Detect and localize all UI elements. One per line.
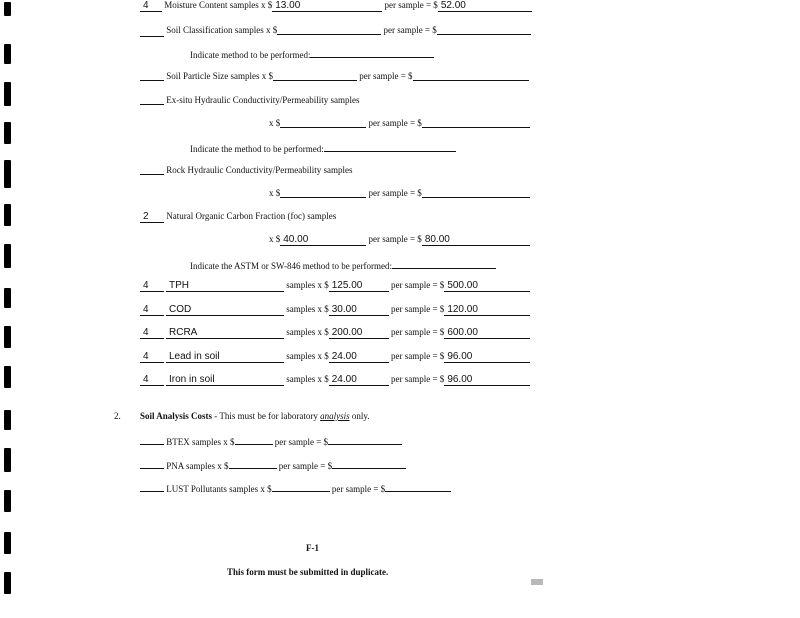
lust-per: per sample = $ [331, 484, 386, 494]
analysis-price-field[interactable]: 24.00 [329, 374, 389, 386]
soil-class-price-field[interactable] [277, 25, 381, 35]
analysis-count-field[interactable]: 4 [140, 304, 164, 316]
lust-price-field[interactable] [272, 482, 330, 492]
analysis-samples-label: samples x $ [286, 351, 329, 361]
foc-total-field[interactable]: 80.00 [422, 234, 530, 246]
btex-total-field[interactable] [328, 435, 402, 445]
section2-heading [140, 411, 370, 421]
section2-title: Soil Analysis Costs [140, 411, 213, 421]
analysis-row-iron [140, 374, 530, 386]
rock-x: x $ [269, 188, 281, 198]
section2-desc-emph: analysis [320, 411, 350, 421]
analysis-name-field[interactable]: TPH [166, 280, 284, 292]
moisture-per: per sample = $ [384, 0, 438, 10]
analysis-samples-label: samples x $ [286, 374, 329, 384]
analysis-samples-label: samples x $ [286, 280, 329, 290]
exsitu-method-row [190, 142, 456, 154]
particle-label: Soil Particle Size samples x $ [166, 71, 273, 81]
analysis-price-field[interactable]: 200.00 [329, 327, 389, 339]
analysis-price-field[interactable]: 125.00 [329, 280, 389, 292]
lust-label: LUST Pollutants samples x $ [166, 484, 272, 494]
soil-classification-row [140, 25, 531, 37]
exsitu-price-row [269, 118, 530, 128]
particle-per: per sample = $ [359, 71, 413, 81]
exsitu-x: x $ [269, 118, 281, 128]
foc-label: Natural Organic Carbon Fraction (foc) samples [166, 211, 337, 221]
foc-method-label: Indicate the ASTM or SW-846 method to be performed: [190, 261, 392, 271]
foc-method-row [190, 259, 496, 271]
analysis-row-rcra [140, 327, 530, 339]
pna-per: per sample = $ [278, 461, 333, 471]
foc-price-field[interactable]: 40.00 [280, 234, 366, 246]
btex-price-field[interactable] [235, 435, 273, 445]
soil-class-count-field[interactable] [140, 25, 164, 37]
btex-count-field[interactable] [140, 435, 164, 445]
section2-desc-before: - This must be for laboratory [212, 411, 321, 421]
rock-per: per sample = $ [368, 188, 422, 198]
analysis-name-field[interactable]: RCRA [166, 327, 284, 339]
analysis-price-field[interactable]: 30.00 [329, 304, 389, 316]
foc-x: x $ [269, 234, 281, 244]
btex-label: BTEX samples x $ [166, 437, 235, 447]
analysis-per-label: per sample = $ [391, 374, 445, 384]
foc-price-row [269, 234, 530, 246]
page-number: F-1 [306, 543, 319, 553]
lust-row [140, 482, 451, 494]
section2-number: 2. [114, 411, 121, 421]
pna-count-field[interactable] [140, 459, 164, 469]
soil-class-method-row [190, 48, 434, 60]
moisture-price-field[interactable]: 13.00 [272, 0, 382, 12]
particle-size-row [140, 71, 529, 81]
pna-total-field[interactable] [332, 459, 406, 469]
analysis-per-label: per sample = $ [391, 304, 445, 314]
analysis-row-cod [140, 304, 530, 316]
analysis-price-field[interactable]: 24.00 [329, 351, 389, 363]
moisture-total-field[interactable]: 52.00 [438, 0, 532, 12]
moisture-count-field[interactable]: 4 [140, 0, 162, 12]
foc-per: per sample = $ [368, 234, 422, 244]
exsitu-method-label: Indicate the method to be performed: [190, 144, 324, 154]
lust-count-field[interactable] [140, 482, 164, 492]
exsitu-row [140, 95, 359, 105]
analysis-total-field[interactable]: 600.00 [444, 327, 530, 339]
exsitu-per: per sample = $ [368, 118, 422, 128]
btex-row [140, 435, 402, 447]
soil-class-method-field[interactable] [310, 48, 434, 58]
pna-row [140, 459, 406, 471]
rock-price-field[interactable] [280, 188, 366, 198]
rock-row [140, 165, 352, 175]
analysis-name-field[interactable]: Iron in soil [166, 374, 284, 386]
moisture-label: Moisture Content samples x $ [164, 0, 273, 10]
analysis-per-label: per sample = $ [391, 280, 445, 290]
rock-total-field[interactable] [422, 188, 530, 198]
analysis-samples-label: samples x $ [286, 327, 329, 337]
rock-count-field[interactable] [140, 165, 164, 175]
foc-count-field[interactable]: 2 [140, 211, 164, 223]
analysis-total-field[interactable]: 96.00 [444, 374, 530, 386]
analysis-count-field[interactable]: 4 [140, 280, 164, 292]
lust-total-field[interactable] [385, 482, 451, 492]
analysis-row-lead [140, 351, 530, 363]
btex-per: per sample = $ [274, 437, 329, 447]
analysis-total-field[interactable]: 120.00 [444, 304, 530, 316]
exsitu-price-field[interactable] [280, 118, 366, 128]
scan-smudge [531, 579, 543, 585]
section2-desc-after: only. [349, 411, 370, 421]
exsitu-method-field[interactable] [324, 142, 456, 152]
pna-price-field[interactable] [229, 459, 277, 469]
exsitu-count-field[interactable] [140, 95, 164, 105]
footer-note: This form must be submitted in duplicate. [227, 567, 389, 577]
analysis-count-field[interactable]: 4 [140, 351, 164, 363]
particle-total-field[interactable] [413, 71, 529, 81]
rock-label: Rock Hydraulic Conductivity/Permeability samples [166, 165, 353, 175]
exsitu-label: Ex-situ Hydraulic Conductivity/Permeability samples [166, 95, 360, 105]
analysis-name-field[interactable]: COD [166, 304, 284, 316]
exsitu-total-field[interactable] [422, 118, 530, 128]
analysis-per-label: per sample = $ [391, 327, 445, 337]
analysis-samples-label: samples x $ [286, 304, 329, 314]
analysis-count-field[interactable]: 4 [140, 374, 164, 386]
pna-label: PNA samples x $ [166, 461, 229, 471]
moisture-row [140, 0, 532, 12]
soil-class-label: Soil Classification samples x $ [166, 25, 278, 35]
analysis-count-field[interactable]: 4 [140, 327, 164, 339]
soil-class-total-field[interactable] [437, 25, 531, 35]
soil-class-per: per sample = $ [383, 25, 437, 35]
foc-row [140, 211, 336, 223]
particle-count-field[interactable] [140, 71, 164, 81]
analysis-total-field[interactable]: 96.00 [444, 351, 530, 363]
analysis-per-label: per sample = $ [391, 351, 445, 361]
particle-price-field[interactable] [273, 71, 357, 81]
analysis-row-tph [140, 280, 530, 292]
rock-price-row [269, 188, 530, 198]
analysis-total-field[interactable]: 500.00 [444, 280, 530, 292]
foc-method-field[interactable] [392, 259, 496, 269]
soil-class-method-label: Indicate method to be performed: [190, 50, 311, 60]
analysis-name-field[interactable]: Lead in soil [166, 351, 284, 363]
